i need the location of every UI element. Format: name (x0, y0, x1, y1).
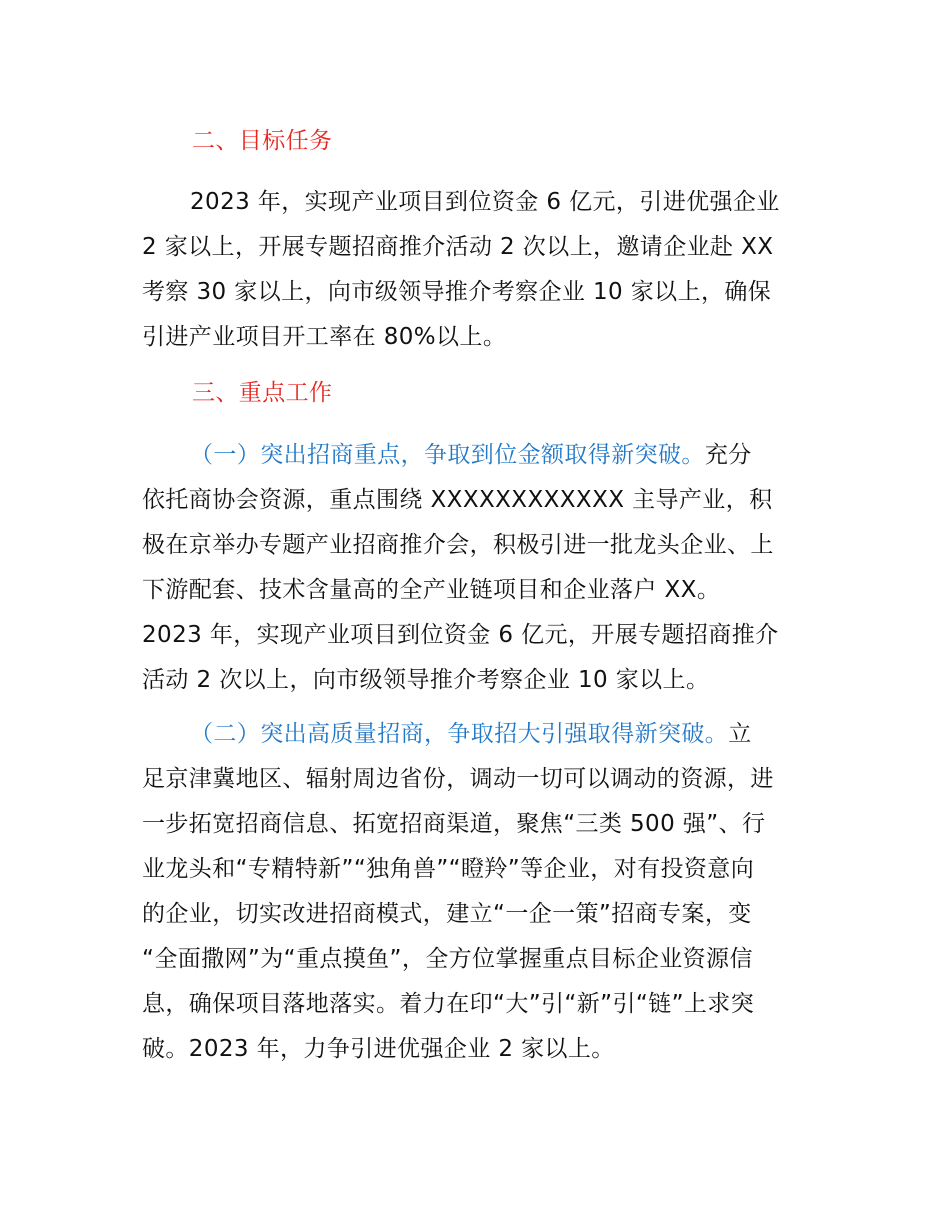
paragraph-line: 2023 年，实现产业项目到位资金 6 亿元，引进优强企业 (190, 189, 780, 215)
paragraph-line: 2023 年，实现产业项目到位资金 6 亿元，开展专题招商推介 (142, 622, 779, 648)
paragraph-line: 下游配套、技术含量高的全产业链项目和企业落户 XX。 (142, 577, 721, 603)
paragraph-line: 足京津冀地区、辐射周边省份，调动一切可以调动的资源，进 (142, 766, 774, 792)
paragraph-line: 依托商协会资源，重点围绕 XXXXXXXXXXXX 主导产业，积 (142, 487, 773, 513)
paragraph-line: 考察 30 家以上，向市级领导推介考察企业 10 家以上，确保 (142, 279, 772, 305)
item-title: （二）突出高质量招商，争取招大引强取得新突破。 (190, 721, 729, 747)
item-first-line (190, 719, 752, 749)
paragraph-line: “全面撒网”为“重点摸鱼”，全方位掌握重点目标企业资源信 (142, 946, 753, 972)
item-title: （一）突出招商重点，争取到位金额取得新突破。 (190, 442, 705, 468)
item-text-start: 充分 (704, 442, 752, 468)
paragraph-line: 一步拓宽招商信息、拓宽招商渠道，聚焦“三类 500 强”、行 (142, 811, 766, 837)
paragraph-line: 极在京举办专题产业招商推介会，积极引进一批龙头企业、上 (142, 532, 774, 558)
paragraph-line: 引进产业项目开工率在 80%以上。 (142, 324, 507, 350)
section-heading-targets: 二、目标任务 (192, 128, 333, 154)
paragraph-line: 业龙头和“专精特新”“独角兽”“瞪羚”等企业，对有投资意向 (142, 856, 755, 882)
paragraph-line: 息，确保项目落地落实。着力在印“大”引“新”引“链”上求突 (142, 991, 755, 1017)
item-text-start: 立 (728, 721, 752, 747)
paragraph-line: 活动 2 次以上，向市级领导推介考察企业 10 家以上。 (142, 667, 710, 693)
paragraph-line: 破。2023 年，力争引进优强企业 2 家以上。 (142, 1036, 615, 1062)
paragraph-line: 2 家以上，开展专题招商推介活动 2 次以上，邀请企业赴 XX (142, 234, 774, 260)
item-first-line (190, 440, 752, 470)
paragraph-line: 的企业，切实改进招商模式，建立“一企一策”招商专案，变 (142, 901, 752, 927)
section-heading-key-work: 三、重点工作 (192, 380, 333, 406)
